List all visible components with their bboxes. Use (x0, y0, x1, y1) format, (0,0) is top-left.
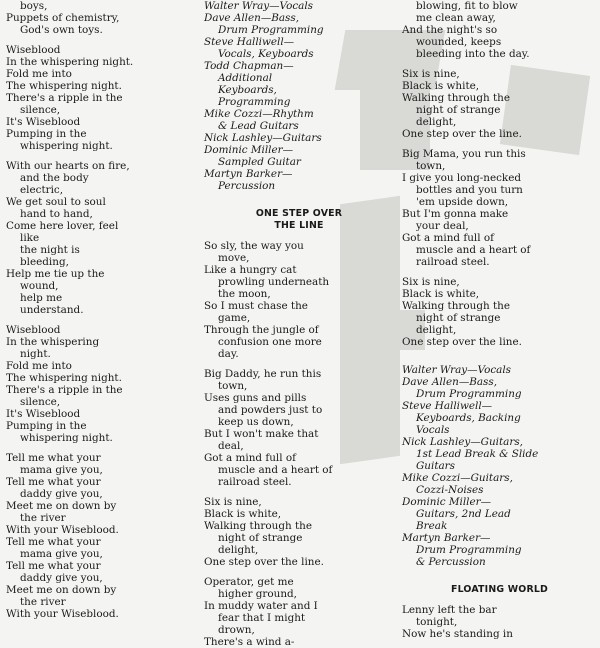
lyric-line: mama give you, (20, 548, 103, 560)
lyric-line: town, (416, 160, 446, 172)
lyric-line: Tell me what your (6, 452, 101, 464)
lyric-line: God's own toys. (20, 24, 103, 36)
credit-line: Dominic Miller— (204, 144, 294, 156)
credit-line: Nick Lashley—Guitars, (402, 436, 523, 448)
lyric-line: Meet me on down by (6, 500, 117, 512)
lyric-line: In the whispering night. (6, 56, 134, 68)
lyric-line: higher ground, (218, 588, 297, 600)
lyric-line: Operator, get me (204, 576, 294, 588)
lyric-line: Wiseblood (6, 44, 61, 56)
lyric-line: With our hearts on fire, (6, 160, 130, 172)
lyrics-column-2 (204, 0, 394, 648)
credit-line: & Percussion (416, 556, 486, 568)
stanza-gap (402, 568, 597, 576)
song-title: FLOATING WORLD (450, 584, 549, 595)
lyric-line: Black is white, (204, 508, 282, 520)
credit-line: Vocals, Keyboards (218, 48, 314, 60)
stanza-gap (204, 360, 394, 368)
lyric-line: like (20, 232, 40, 244)
lyric-line: Big Mama, you run this (402, 148, 526, 160)
credit-line: Guitars, 2nd Lead (416, 508, 511, 520)
lyric-line: Through the jungle of (204, 324, 319, 336)
credit-line: Walter Wray—Vocals (204, 0, 313, 12)
lyric-line: Big Daddy, he run this (204, 368, 322, 380)
credit-line: Dominic Miller— (402, 496, 492, 508)
credit-line: Sampled Guitar (218, 156, 301, 168)
lyric-line: 'em upside down, (416, 196, 509, 208)
lyric-line: muscle and a heart of (416, 244, 531, 256)
credit-line: Steve Halliwell— (402, 400, 493, 412)
lyric-line: With your Wiseblood. (6, 524, 119, 536)
credit-line: Break (416, 520, 448, 532)
lyric-line: There's a ripple in the (6, 384, 123, 396)
lyric-line: town, (218, 380, 248, 392)
lyric-line: the river (20, 596, 66, 608)
credit-line: Drum Programming (416, 544, 522, 556)
lyric-line: I give you long-necked (402, 172, 522, 184)
stanza-gap (204, 488, 394, 496)
credit-line: Percussion (218, 180, 276, 192)
lyric-line: tonight, (416, 616, 458, 628)
song-title: THE LINE (274, 220, 324, 231)
credit-line: Martyn Barker— (204, 168, 293, 180)
stanza-gap (402, 356, 597, 364)
lyric-line: delight, (416, 116, 457, 128)
lyric-line: Help me tie up the (6, 268, 105, 280)
credit-line: Nick Lashley—Guitars (204, 132, 322, 144)
lyric-line: daddy give you, (20, 572, 103, 584)
lyric-line: boys, (20, 0, 48, 12)
stanza-gap (204, 232, 394, 240)
lyric-line: Walking through the (402, 92, 511, 104)
lyric-line: muscle and a heart of (218, 464, 333, 476)
lyric-line: move, (218, 252, 250, 264)
lyric-line: keep us down, (218, 416, 294, 428)
stanza-gap (6, 316, 196, 324)
lyric-line: There's a wind a- (204, 636, 295, 648)
lyric-line: prowling underneath (218, 276, 330, 288)
lyric-line: delight, (416, 324, 457, 336)
lyric-line: Black is white, (402, 80, 480, 92)
lyric-line: In muddy water and I (204, 600, 318, 612)
lyric-line: Walking through the (402, 300, 511, 312)
lyric-line: help me (20, 292, 63, 304)
stanza-gap (402, 348, 597, 356)
lyric-line: night of strange (218, 532, 303, 544)
lyric-line: drown, (218, 624, 255, 636)
credit-line: Todd Chapman— (204, 60, 294, 72)
lyric-line: me clean away, (416, 12, 496, 24)
lyric-line: your deal, (416, 220, 469, 232)
credit-line: Drum Programming (218, 24, 324, 36)
stanza-gap (402, 268, 597, 276)
lyric-line: whispering night. (20, 140, 113, 152)
lyric-line: electric, (20, 184, 64, 196)
credit-line: Dave Allen—Bass, (204, 12, 300, 24)
lyric-line: It's Wiseblood (6, 408, 81, 420)
lyric-line: railroad steel. (416, 256, 490, 268)
lyric-line: delight, (218, 544, 259, 556)
credit-line: Mike Cozzi—Rhythm (204, 108, 314, 120)
lyric-line: Black is white, (402, 288, 480, 300)
lyric-line: the night is (20, 244, 80, 256)
lyric-line: Now he's standing in (402, 628, 513, 640)
stanza-gap (6, 36, 196, 44)
lyric-line: Tell me what your (6, 560, 101, 572)
stanza-gap (402, 60, 597, 68)
lyric-line: wound, (20, 280, 59, 292)
lyric-line: The whispering night. (6, 80, 122, 92)
lyric-line: Tell me what your (6, 476, 101, 488)
lyric-line: game, (218, 312, 251, 324)
lyric-line: Pumping in the (6, 420, 87, 432)
credit-line: Walter Wray—Vocals (402, 364, 511, 376)
stanza-gap (204, 200, 394, 208)
stanza-gap (204, 192, 394, 200)
lyric-line: deal, (218, 440, 244, 452)
lyric-line: understand. (20, 304, 84, 316)
credit-line: Mike Cozzi—Guitars, (402, 472, 513, 484)
lyric-line: railroad steel. (218, 476, 292, 488)
lyric-line: Uses guns and pills (204, 392, 307, 404)
credit-line: Martyn Barker— (402, 532, 491, 544)
lyric-line: Like a hungry cat (204, 264, 297, 276)
credit-line: Keyboards, Backing (416, 412, 521, 424)
lyric-line: night of strange (416, 104, 501, 116)
lyric-line: But I won't make that (204, 428, 319, 440)
lyric-line: the moon, (218, 288, 271, 300)
lyric-line: Six is nine, (204, 496, 262, 508)
stanza-gap (402, 576, 597, 584)
stanza-gap (402, 140, 597, 148)
lyric-line: Wiseblood (6, 324, 61, 336)
lyric-line: Tell me what your (6, 536, 101, 548)
lyric-line: Fold me into (6, 360, 72, 372)
lyric-line: So sly, the way you (204, 240, 304, 252)
lyric-line: There's a ripple in the (6, 92, 123, 104)
credit-line: Keyboards, (218, 84, 277, 96)
lyric-line: the river (20, 512, 66, 524)
lyric-line: night of strange (416, 312, 501, 324)
lyric-line: night. (20, 348, 51, 360)
lyric-line: The whispering night. (6, 372, 122, 384)
song-title: ONE STEP OVER (255, 208, 343, 219)
lyric-line: We get soul to soul (6, 196, 106, 208)
credit-line: Cozzi-Noises (416, 484, 484, 496)
lyric-line: One step over the line. (402, 336, 522, 348)
credit-line: & Lead Guitars (218, 120, 299, 132)
lyric-line: It's Wiseblood (6, 116, 81, 128)
stanza-gap (6, 444, 196, 452)
lyric-line: bottles and you turn (416, 184, 523, 196)
credit-line: 1st Lead Break & Slide (416, 448, 539, 460)
lyric-line: Six is nine, (402, 68, 460, 80)
lyric-line: blowing, fit to blow (416, 0, 518, 12)
lyric-line: Fold me into (6, 68, 72, 80)
lyric-line: confusion one more (218, 336, 322, 348)
credit-line: Dave Allen—Bass, (402, 376, 498, 388)
lyric-line: Come here lover, feel (6, 220, 119, 232)
lyric-line: Puppets of chemistry, (6, 12, 120, 24)
lyric-line: hand to hand, (20, 208, 93, 220)
lyric-line: And the night's so (402, 24, 498, 36)
lyric-line: Got a mind full of (204, 452, 296, 464)
credit-line: Vocals (416, 424, 450, 436)
lyric-line: daddy give you, (20, 488, 103, 500)
lyric-line: But I'm gonna make (402, 208, 509, 220)
lyrics-column-1 (6, 0, 196, 620)
lyric-line: Six is nine, (402, 276, 460, 288)
credit-line: Steve Halliwell— (204, 36, 295, 48)
lyrics-column-3 (402, 0, 597, 640)
lyric-line: Meet me on down by (6, 584, 117, 596)
lyric-line: day. (218, 348, 239, 360)
lyric-line: whispering night. (20, 432, 113, 444)
stanza-gap (204, 568, 394, 576)
lyric-line: bleeding, (20, 256, 69, 268)
lyric-line: Walking through the (204, 520, 313, 532)
credit-line: Programming (218, 96, 291, 108)
lyric-line: fear that I might (218, 612, 306, 624)
lyric-line: silence, (20, 104, 61, 116)
lyric-line: mama give you, (20, 464, 103, 476)
lyric-line: silence, (20, 396, 61, 408)
lyric-line: Lenny left the bar (402, 604, 497, 616)
lyric-line: and the body (20, 172, 89, 184)
lyric-line: and powders just to (218, 404, 323, 416)
credit-line: Additional (218, 72, 273, 84)
lyric-line: wounded, keeps (416, 36, 502, 48)
lyric-line: With your Wiseblood. (6, 608, 119, 620)
stanza-gap (402, 596, 597, 604)
lyric-line: One step over the line. (402, 128, 522, 140)
lyric-line: bleeding into the day. (416, 48, 530, 60)
lyric-line: Got a mind full of (402, 232, 494, 244)
credit-line: Guitars (416, 460, 455, 472)
lyric-line: One step over the line. (204, 556, 324, 568)
stanza-gap (6, 152, 196, 160)
credit-line: Drum Programming (416, 388, 522, 400)
lyric-line: Pumping in the (6, 128, 87, 140)
lyric-line: So I must chase the (204, 300, 308, 312)
lyric-line: In the whispering (6, 336, 100, 348)
